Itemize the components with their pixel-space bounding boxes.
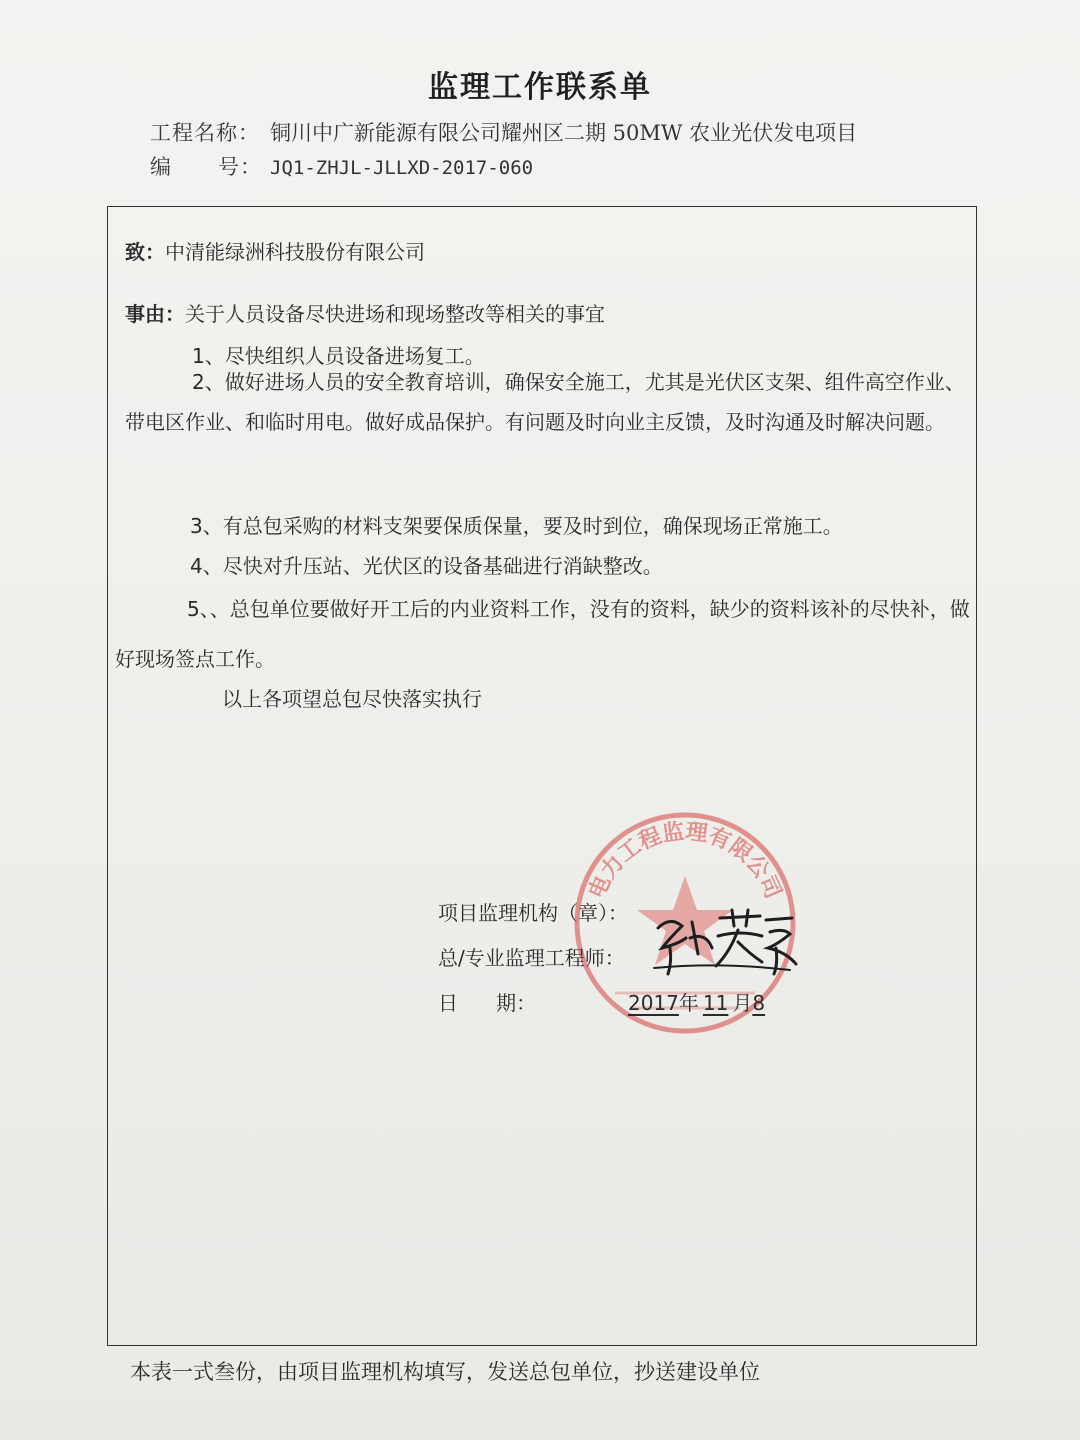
item-2: 2、做好进场人员的安全教育培训，确保安全施工，尤其是光伏区支架、组件高空作业、带电区作业、和临时用电。做好成品保护。有问题及时向业主反馈，及时沟通及时解决问题。 <box>125 370 965 434</box>
closing-statement: 以上各项望总包尽快落实执行 <box>222 687 482 711</box>
footer-note: 本表一式叁份，由项目监理机构填写，发送总包单位，抄送建设单位 <box>130 1360 760 1384</box>
number-row <box>150 151 533 181</box>
project-row <box>150 117 857 147</box>
to-value: 中清能绿洲科技股份有限公司 <box>165 240 425 264</box>
date-month-unit: 月 <box>732 991 753 1015</box>
stamp-text: 电力工程监理有限公司 <box>584 819 786 903</box>
date-day: 8 <box>752 991 766 1015</box>
number-label: 编 号： <box>150 155 263 179</box>
to-label: 致： <box>125 240 165 264</box>
engineer-signature <box>650 908 800 980</box>
date-year: 2017 <box>628 991 679 1015</box>
org-row <box>438 897 628 926</box>
date-label: 日 期： <box>438 991 537 1015</box>
project-label: 工程名称： <box>150 121 260 145</box>
engineer-label: 总/专业监理工程师： <box>438 946 625 970</box>
date-year-unit: 年 <box>678 991 699 1015</box>
item-1: 1、尽快组织人员设备进场复工。 <box>192 344 485 368</box>
org-label: 项目监理机构（章）： <box>438 901 628 925</box>
number-value: JQ1-ZHJL-JLLXD-2017-060 <box>270 157 534 179</box>
document-title: 监理工作联系单 <box>428 70 652 105</box>
recipient-line <box>125 236 425 265</box>
subject-line <box>125 298 605 327</box>
item-4: 4、尽快对升压站、光伏区的设备基础进行消缺整改。 <box>190 554 663 578</box>
engineer-row <box>438 942 625 971</box>
project-name: 铜川中广新能源有限公司耀州区二期 50MW 农业光伏发电项目 <box>270 121 858 145</box>
date-month: 11 <box>702 991 729 1015</box>
subject-value: 关于人员设备尽快进场和现场整改等相关的事宜 <box>185 302 605 326</box>
item-3: 3、有总包采购的材料支架要保质保量，要及时到位，确保现场正常施工。 <box>190 514 843 538</box>
item-5: 5、、总包单位要做好开工后的内业资料工作，没有的资料，缺少的资料该补的尽快补，做好现场签点工作。 <box>115 597 970 671</box>
subject-label: 事由： <box>125 302 185 326</box>
date-row <box>438 987 765 1016</box>
